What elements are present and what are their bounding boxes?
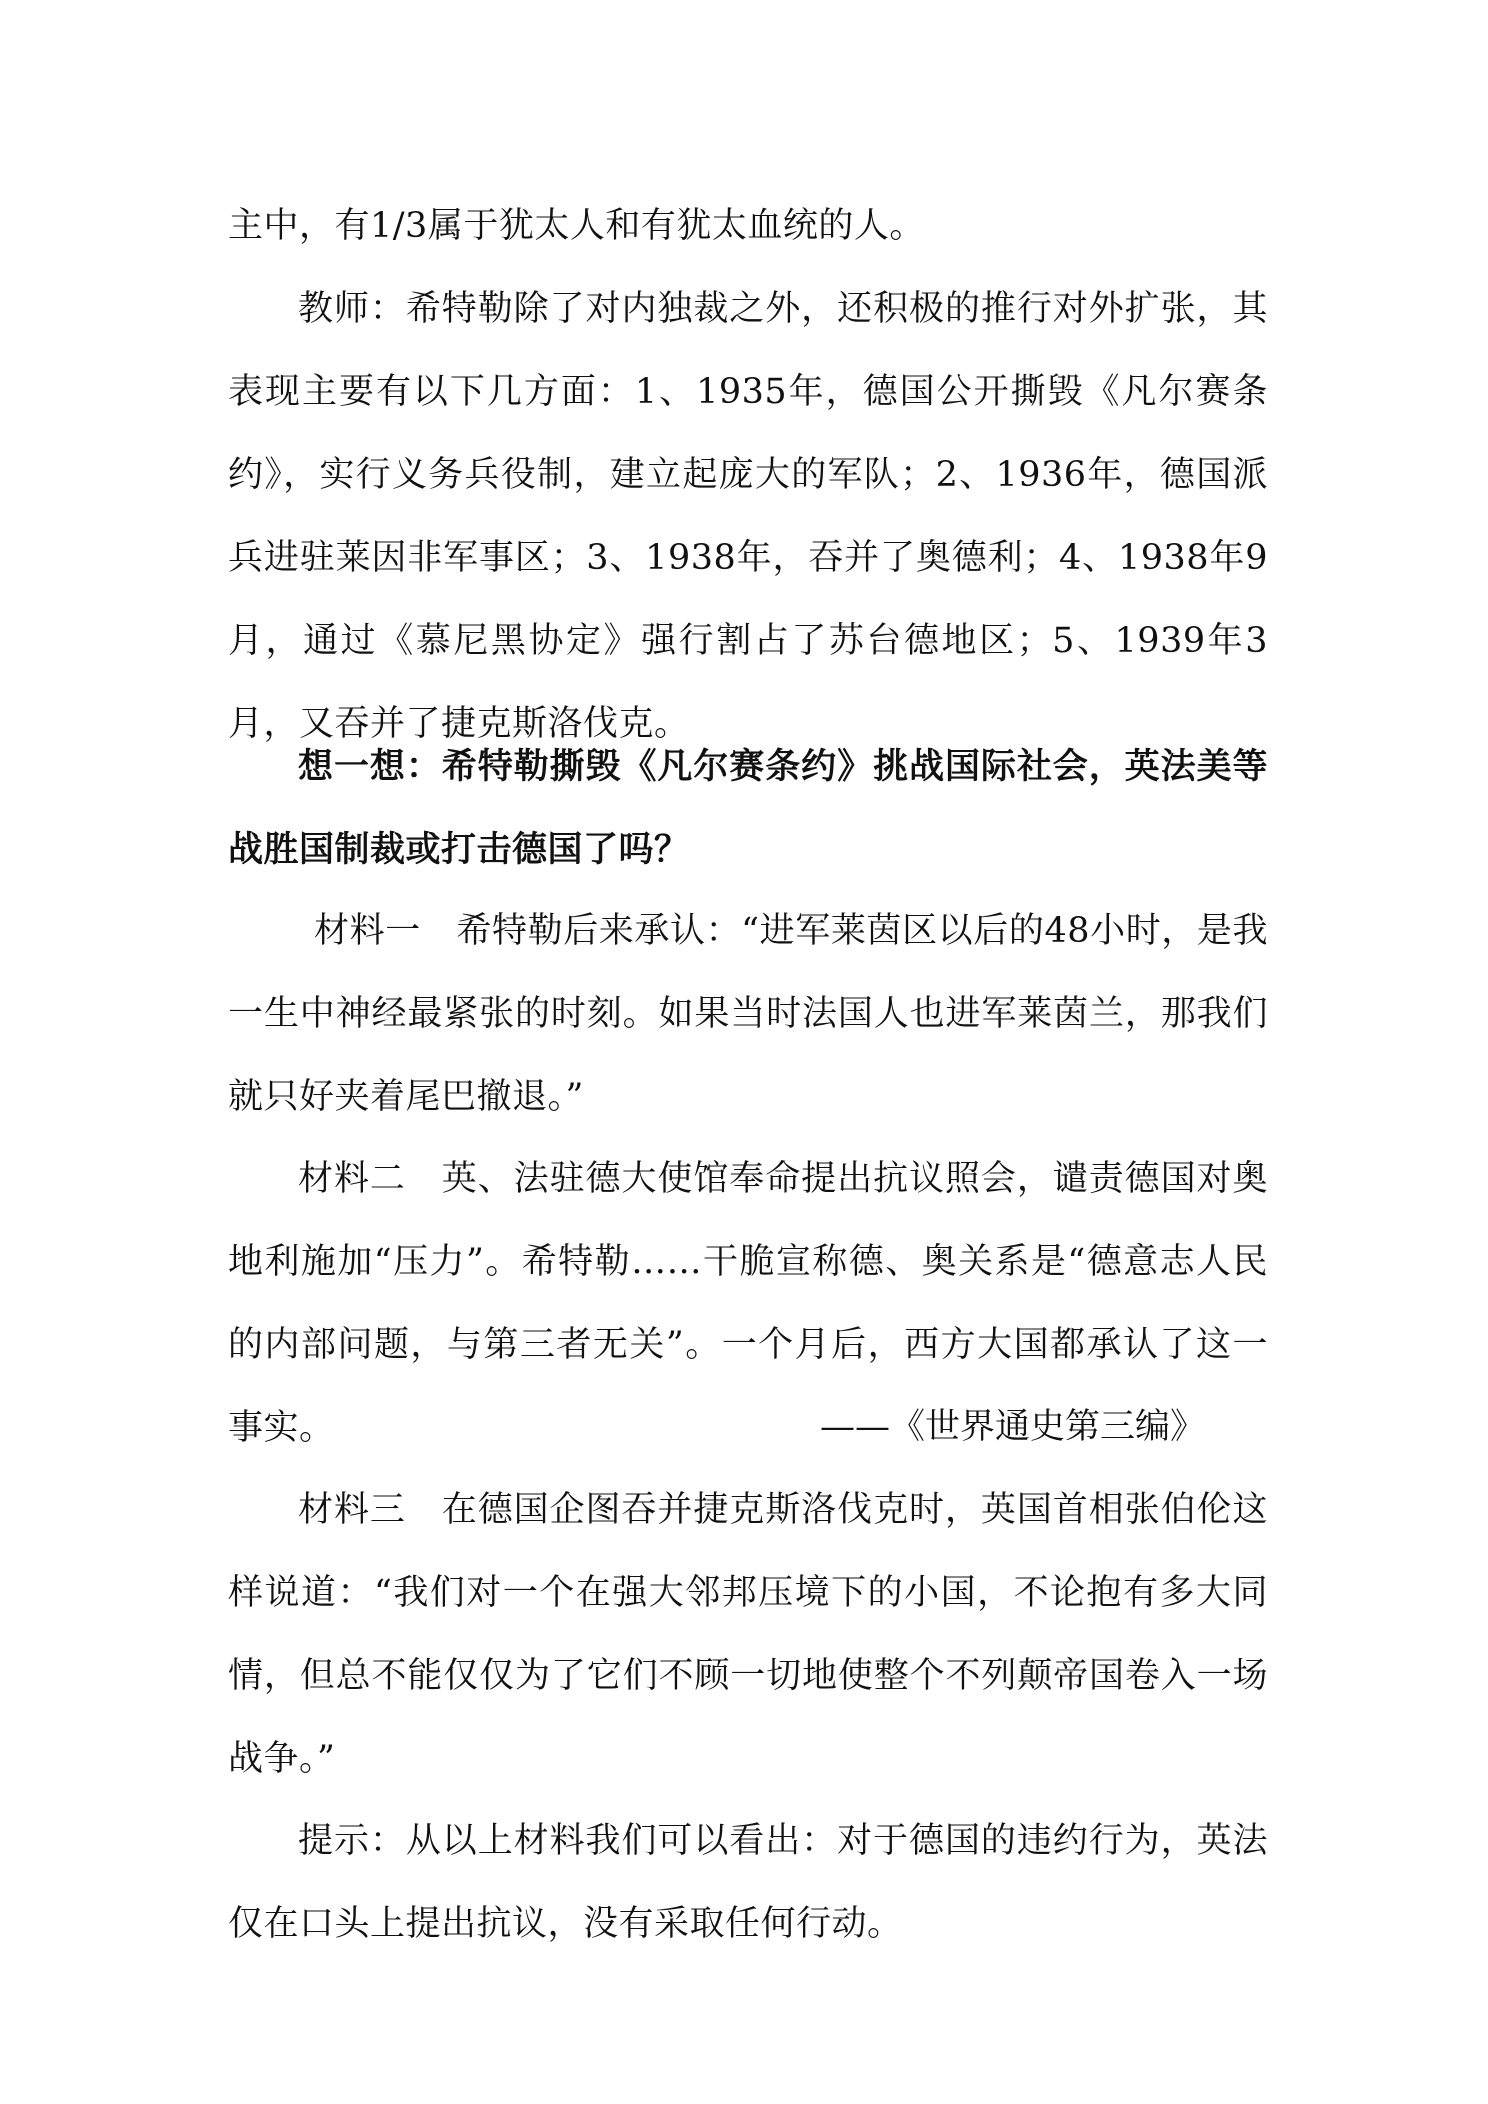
paragraph-continuation: 主中，有1/3属于犹太人和有犹太血统的人。 [228,206,925,246]
material-source: ——《世界通史第三编》 [820,1407,1206,1447]
material-two: 材料二 英、法驻德大使馆奉命提出抗议照会，谴责德国对奥地利施加“压力”。希特勒……干脆宣称德、奥关系是“德意志人民的内部问题，与第三者无关”。一个月后，西方大国都承认了这一事实。 [228,1159,1268,1448]
material-one: 材料一 希特勒后来承认：“进军莱茵区以后的48小时，是我一生中神经最紧张的时刻。如果当时法国人也进军莱茵兰，那我们就只好夹着尾巴撤退。” [228,911,1268,1117]
think-question: 想一想：希特勒撕毁《凡尔赛条约》挑战国际社会，英法美等战胜国制裁或打击德国了吗？ [228,746,1268,870]
hint-paragraph: 提示：从以上材料我们可以看出：对于德国的违约行为，英法仅在口头上提出抗议，没有采取任何行动。 [228,1821,1268,1944]
paragraph-teacher: 教师：希特勒除了对内独裁之外，还积极的推行对外扩张，其表现主要有以下几方面：1、1935年，德国公开撕毁《凡尔赛条约》，实行义务兵役制，建立起庞大的军队；2、1936年，德国派兵进驻莱因非军事区；3、1938年，吞并了奥德利；4、1938年9月，通过《慕尼黑协定》强行割占了苏台德地区；5、1939年3月，又吞并了捷克斯洛伐克。 [228,289,1268,744]
material-three: 材料三 在德国企图吞并捷克斯洛伐克时，英国首相张伯伦这样说道：“我们对一个在强大邻邦压境下的小国，不论抱有多大同情，但总不能仅仅为了它们不顾一切地使整个不列颠帝国卷入一场战争。” [228,1490,1268,1779]
